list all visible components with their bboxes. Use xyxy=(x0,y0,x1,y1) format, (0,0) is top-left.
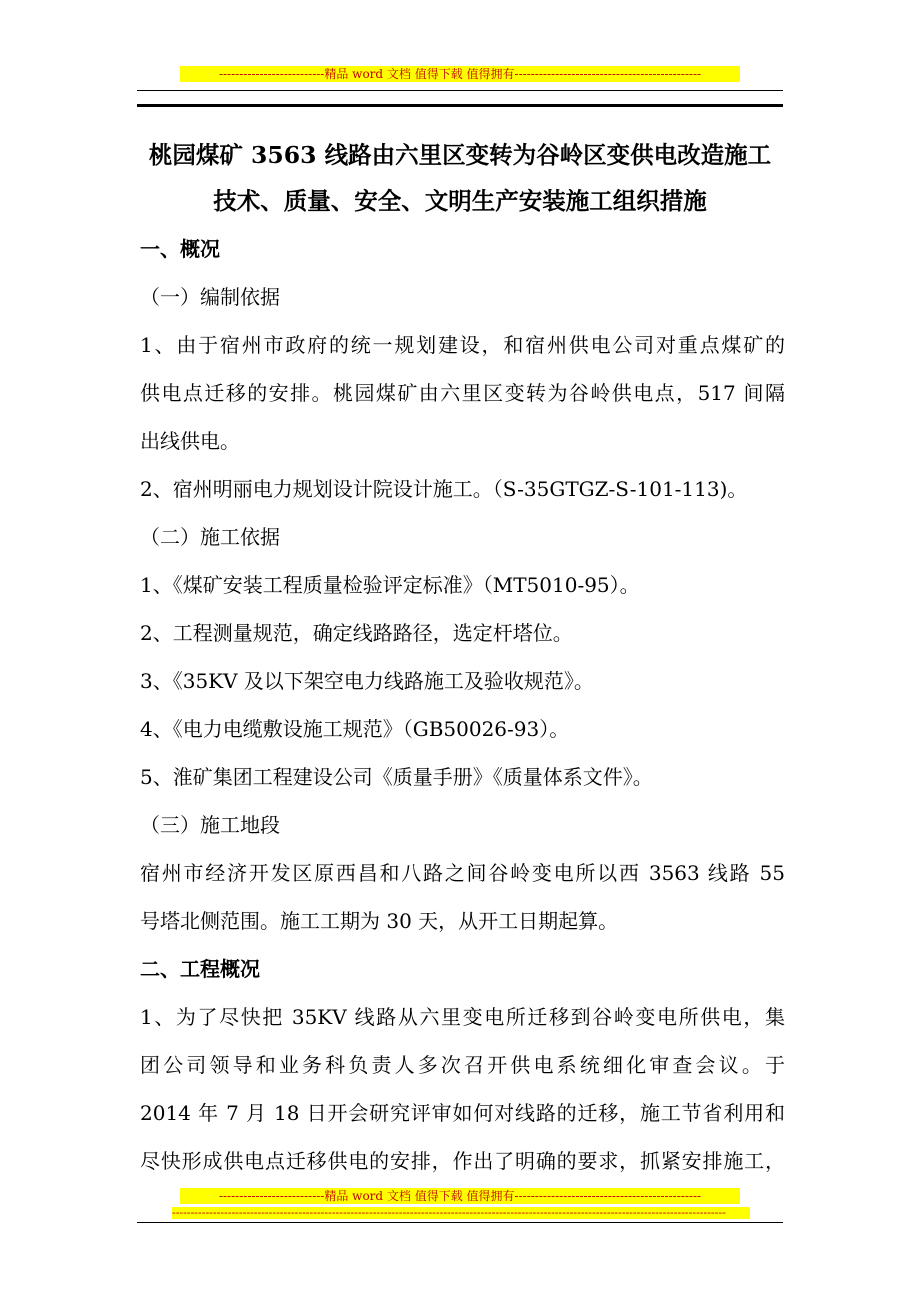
section-heading: 一、概况 xyxy=(140,237,220,261)
paragraph-line: 尽快形成供电点迁移供电的安排，作出了明确的要求，抓紧安排施工， xyxy=(140,1149,785,1173)
paragraph-line: 号塔北侧范围。施工工期为 30 天，从开工日期起算。 xyxy=(140,909,619,933)
subsection-heading: （二）施工依据 xyxy=(140,525,280,549)
paragraph-line: 1、由于宿州市政府的统一规划建设，和宿州供电公司对重点煤矿的 xyxy=(140,333,785,357)
paragraph-line: 1、为了尽快把 35KV 线路从六里变电所迁移到谷岭变电所供电，集 xyxy=(140,1005,785,1029)
header-rule-thick xyxy=(137,104,783,107)
subsection-heading: （三）施工地段 xyxy=(140,813,280,837)
document-title-line-1: 桃园煤矿 3563 线路由六里区变转为谷岭区变供电改造施工 xyxy=(148,141,772,169)
paragraph-line: 出线供电。 xyxy=(140,429,240,453)
paragraph-line: 2014 年 7 月 18 日开会研究评审如何对线路的迁移，施工节省利用和 xyxy=(140,1101,785,1125)
header-rule-thin xyxy=(137,90,783,91)
header-banner: --------------------------精品 word 文档 值得下载 值得拥有---------------------------------------------- xyxy=(180,66,740,82)
list-item: 5、淮矿集团工程建设公司《质量手册》《质量体系文件》。 xyxy=(140,765,653,789)
document-title-line-2: 技术、质量、安全、文明生产安装施工组织措施 xyxy=(213,187,707,215)
subsection-heading: （一）编制依据 xyxy=(140,285,280,309)
list-item: 1、《煤矿安装工程质量检验评定标准》（MT5010-95）。 xyxy=(140,573,640,597)
list-item: 2、工程测量规范，确定线路路径，选定杆塔位。 xyxy=(140,621,573,645)
footer-banner-dashes: ----------------------------------------------------------------------------------------------------------------------------------------------------- xyxy=(172,1207,750,1219)
footer-banner: --------------------------精品 word 文档 值得下载 值得拥有---------------------------------------------- xyxy=(180,1188,740,1204)
paragraph-line: 供电点迁移的安排。桃园煤矿由六里区变转为谷岭供电点，517 间隔 xyxy=(140,381,785,405)
section-heading: 二、工程概况 xyxy=(140,957,260,981)
footer-rule xyxy=(137,1222,783,1223)
paragraph-line: 2、宿州明丽电力规划设计院设计施工。（S-35GTGZ-S-101-113)。 xyxy=(140,477,748,501)
paragraph-line: 团公司领导和业务科负责人多次召开供电系统细化审查会议。于 xyxy=(140,1053,785,1077)
list-item: 3、《35KV 及以下架空电力线路施工及验收规范》。 xyxy=(140,669,594,693)
list-item: 4、《电力电缆敷设施工规范》（GB50026-93）。 xyxy=(140,717,570,741)
paragraph-line: 宿州市经济开发区原西昌和八路之间谷岭变电所以西 3563 线路 55 xyxy=(140,861,785,885)
